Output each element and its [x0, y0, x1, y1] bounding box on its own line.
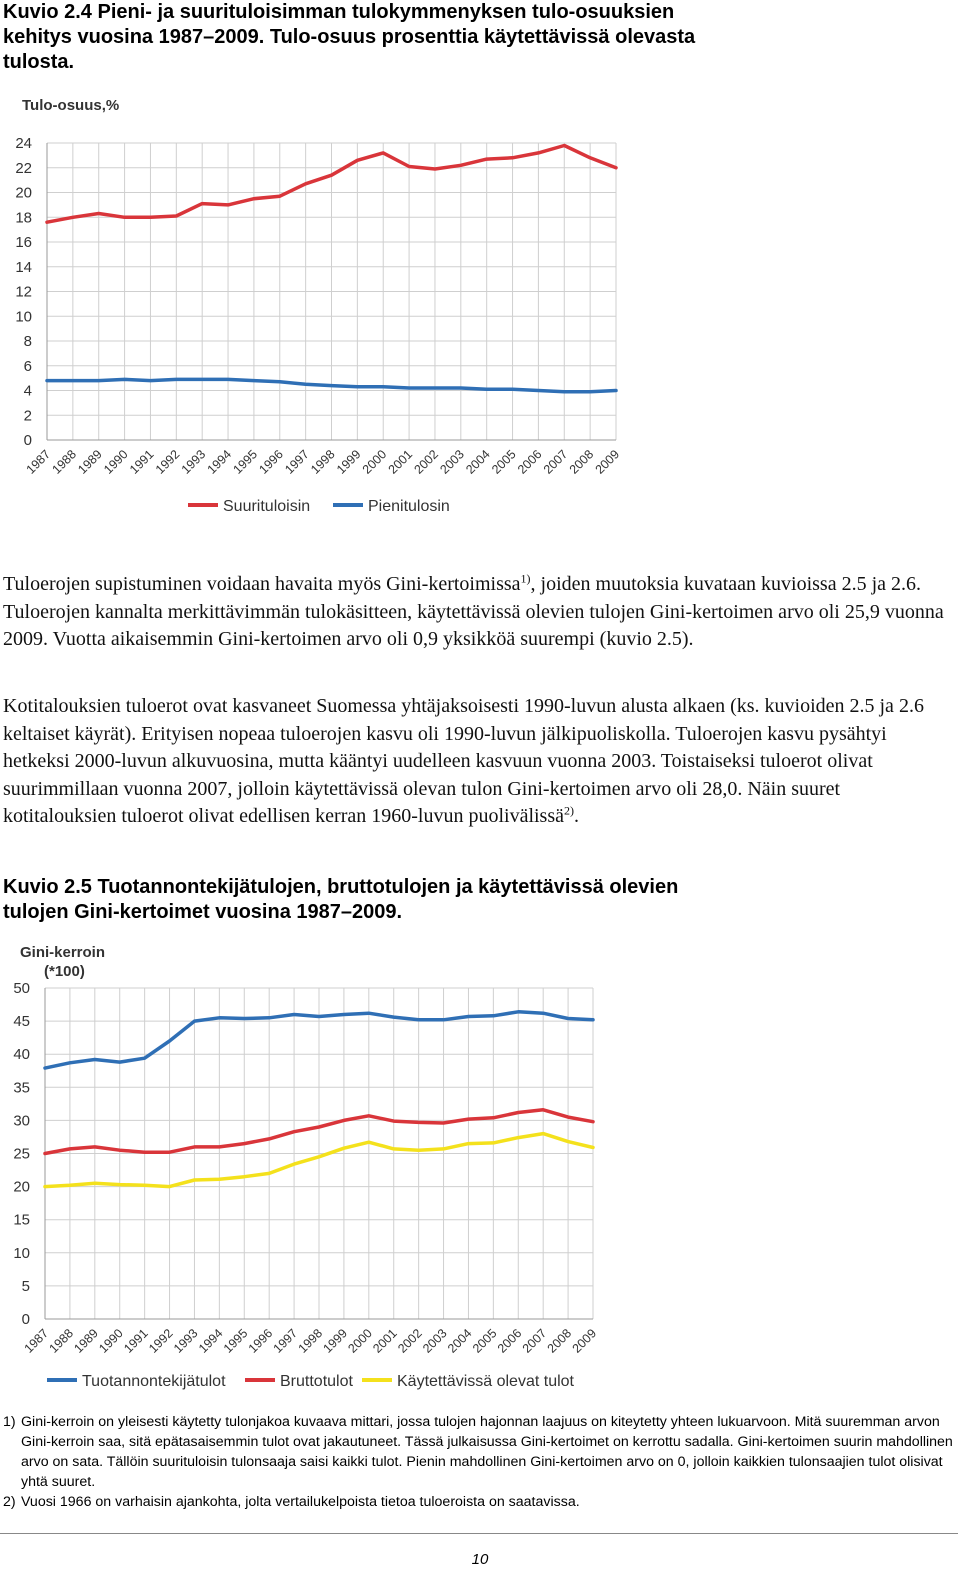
chart-gini-coefficients: [0, 935, 640, 1400]
paragraph-text: , joiden muutoksia kuvataan kuvioissa 2.5 ja 2.6. Tuloerojen kannalta merkittävimmän tulokäsitteen, käytettävissä olevien tulojen Gini-kertoimen arvo oli 25,9 vuonna 2009. Vuotta aikaisemmin Gini-kertoimen arvo oli 0,9 yksikköä suurempi (kuvio 2.5).: [3, 573, 944, 650]
x-tick-label: 1994: [204, 447, 235, 477]
x-tick-label: 1998: [308, 447, 338, 477]
footnote-ref-2[interactable]: 2): [564, 803, 574, 818]
footnote-text: Gini-kerroin on yleisesti käytetty tulonjakoa kuvaava mittari, jossa tulojen hajonnan laajuus on kiteytetty yhteen lukuarvoon. Mitä suuremman arvon Gini-kerroin saa, sitä epätasaisemmin tulot ovat jakautuneet. Tässä julkaisussa Gini-kertoimet on kerrottu sadalla. Gini-kertoimen suurin mahdollinen arvo on sata. Tällöin suurituloisin tulonsaaja saisi kaikki tulot. Pienin mahdollinen Gini-kertoimen arvo on 0, jolloin kaikkien tulonsaajien tulot olisivat yhtä suuret.: [21, 1414, 953, 1490]
x-tick-label: 1987: [23, 447, 54, 477]
y-tick-label: 45: [13, 1013, 30, 1031]
x-tick-label: 2008: [544, 1326, 575, 1356]
y-tick-label: 12: [15, 283, 32, 301]
x-tick-label: 1999: [320, 1326, 351, 1356]
x-tick-label: 2004: [463, 447, 493, 477]
x-tick-label: 2007: [540, 447, 571, 477]
y-tick-label: 24: [15, 135, 32, 152]
x-tick-label: 2000: [359, 447, 390, 477]
x-tick-label: 2004: [445, 1326, 475, 1356]
x-tick-label: 1990: [96, 1326, 126, 1356]
x-tick-label: 2005: [489, 447, 519, 477]
x-tick-label: 1992: [146, 1326, 176, 1356]
x-tick-label: 2009: [569, 1326, 600, 1356]
figure-caption-2-4: Kuvio 2.4 Pieni- ja suurituloisimman tulokymmenyksen tulo-osuuksien kehitys vuosina 1987–2009. Tulo-osuus prosenttia käytettävissä olevasta tulosta.: [3, 1, 696, 73]
y-tick-label: 30: [13, 1112, 30, 1130]
legend-label: Suurituloisin: [223, 498, 311, 515]
y-tick-label: 10: [13, 1244, 30, 1262]
x-tick-label: 1990: [101, 447, 131, 477]
footnote-number: 1): [3, 1414, 16, 1430]
x-tick-label: 1993: [171, 1326, 201, 1356]
paragraph-text: Kotitalouksien tuloerot ovat kasvaneet Suomessa yhtäjaksoisesti 1990-luvun alusta alkaen (ks. kuvioiden 2.5 ja 2.6 keltaiset käyrät). Erityisen nopeaa tuloerojen kasvu oli 1990-luvun jälkipuoliskolla. Tuloerojen kasvu pysähtyi hetkeksi 2000-luvun alkuvuosina, mutta kääntyi uudelleen kasvuun vuonna 2003. Toistaiseksi tuloerot olivat suurimmillaan vuonna 2007, jolloin käytettävissä olevan tulon Gini-kertoimen arvo oli 28,0. Näin suuret kotitalouksien tuloerot olivat edellisen kerran 1960-luvun puolivälissä: [3, 695, 924, 827]
x-tick-label: 2006: [514, 447, 545, 477]
footnote-ref-1[interactable]: 1): [520, 571, 531, 586]
footnote-2: [3, 1492, 958, 1512]
x-tick-label: 1997: [270, 1326, 301, 1356]
legend-label: Bruttotulot: [280, 1373, 353, 1390]
x-tick-label: 2006: [494, 1326, 525, 1356]
y-tick-label: 20: [13, 1178, 30, 1196]
y-axis-label-line: Tulo-osuus,%: [22, 97, 120, 114]
y-tick-label: 15: [13, 1211, 30, 1229]
x-tick-label: 2007: [519, 1326, 550, 1356]
x-tick-label: 1988: [46, 1326, 77, 1356]
x-tick-label: 2003: [420, 1326, 450, 1356]
legend-label: Tuotannontekijätulot: [82, 1373, 226, 1390]
x-tick-label: 2002: [395, 1326, 425, 1356]
x-tick-label: 2002: [411, 447, 442, 477]
y-tick-label: 20: [15, 184, 32, 202]
x-tick-label: 1989: [71, 1326, 101, 1356]
x-tick-label: 2008: [566, 447, 597, 477]
paragraph-gini-intro: [3, 571, 958, 654]
y-tick-label: 6: [23, 357, 32, 375]
x-tick-label: 1991: [121, 1326, 151, 1356]
figure-caption-2-5: Kuvio 2.5 Tuotannontekijätulojen, bruttotulojen ja käytettävissä olevien tulojen Gini-kertoimet vuosina 1987–2009.: [3, 876, 679, 923]
y-axis-label-line: Gini-kerroin: [20, 944, 106, 961]
footnote-text: Vuosi 1966 on varhaisin ajankohta, jolta vertailukelpoista tietoa tuloeroista on saatavissa.: [21, 1494, 580, 1510]
y-tick-label: 40: [13, 1046, 30, 1064]
y-tick-label: 8: [23, 333, 32, 350]
y-tick-label: 18: [15, 209, 32, 227]
x-tick-label: 2001: [370, 1326, 400, 1356]
y-axis-label: [22, 97, 119, 114]
y-tick-label: 0: [21, 1311, 30, 1328]
x-tick-label: 1993: [178, 447, 209, 477]
footer-divider: [0, 1533, 958, 1534]
y-tick-label: 14: [15, 258, 32, 276]
x-tick-label: 2009: [592, 447, 623, 477]
x-tick-label: 1995: [220, 1326, 251, 1356]
y-tick-label: 2: [23, 407, 32, 425]
x-tick-label: 1997: [282, 447, 312, 477]
x-tick-label: 2001: [385, 447, 416, 477]
x-tick-label: 1996: [245, 1326, 276, 1356]
x-tick-label: 2003: [437, 447, 467, 477]
chart-income-shares: [0, 90, 640, 520]
legend-label: Pienitulosin: [368, 498, 450, 515]
x-tick-label: 1999: [333, 447, 364, 477]
x-tick-label: 1998: [295, 1326, 326, 1356]
x-tick-label: 1991: [127, 447, 157, 477]
footnote-1: [3, 1412, 958, 1492]
legend-label: Käytettävissä olevat tulot: [397, 1373, 574, 1390]
x-tick-label: 1987: [21, 1326, 52, 1356]
footnotes: [3, 1412, 958, 1512]
x-tick-label: 2000: [345, 1326, 375, 1356]
x-tick-label: 1989: [75, 447, 105, 477]
paragraph-text: .: [574, 805, 579, 827]
y-axis-label-line: (*100): [44, 963, 85, 980]
x-tick-label: 2005: [469, 1326, 500, 1356]
x-tick-label: 1988: [49, 447, 79, 477]
x-tick-label: 1995: [230, 447, 261, 477]
x-tick-label: 1996: [256, 447, 286, 477]
y-tick-label: 0: [23, 432, 32, 449]
paragraph-income-differences: [3, 693, 958, 831]
x-tick-label: 1994: [195, 1326, 226, 1356]
y-tick-label: 4: [23, 382, 32, 400]
y-tick-label: 35: [13, 1079, 30, 1097]
y-tick-label: 50: [13, 980, 30, 997]
page-number: 10: [471, 1551, 489, 1568]
x-tick-label: 1992: [152, 447, 183, 477]
y-tick-label: 10: [15, 308, 32, 326]
paragraph-text: Tuloerojen supistuminen voidaan havaita myös Gini-kertoimissa: [3, 573, 521, 595]
y-tick-label: 22: [15, 159, 32, 177]
footnote-number: 2): [3, 1494, 16, 1510]
y-tick-label: 16: [15, 234, 32, 251]
y-tick-label: 25: [13, 1145, 30, 1163]
y-axis-label: [20, 944, 105, 980]
y-tick-label: 5: [21, 1277, 30, 1295]
